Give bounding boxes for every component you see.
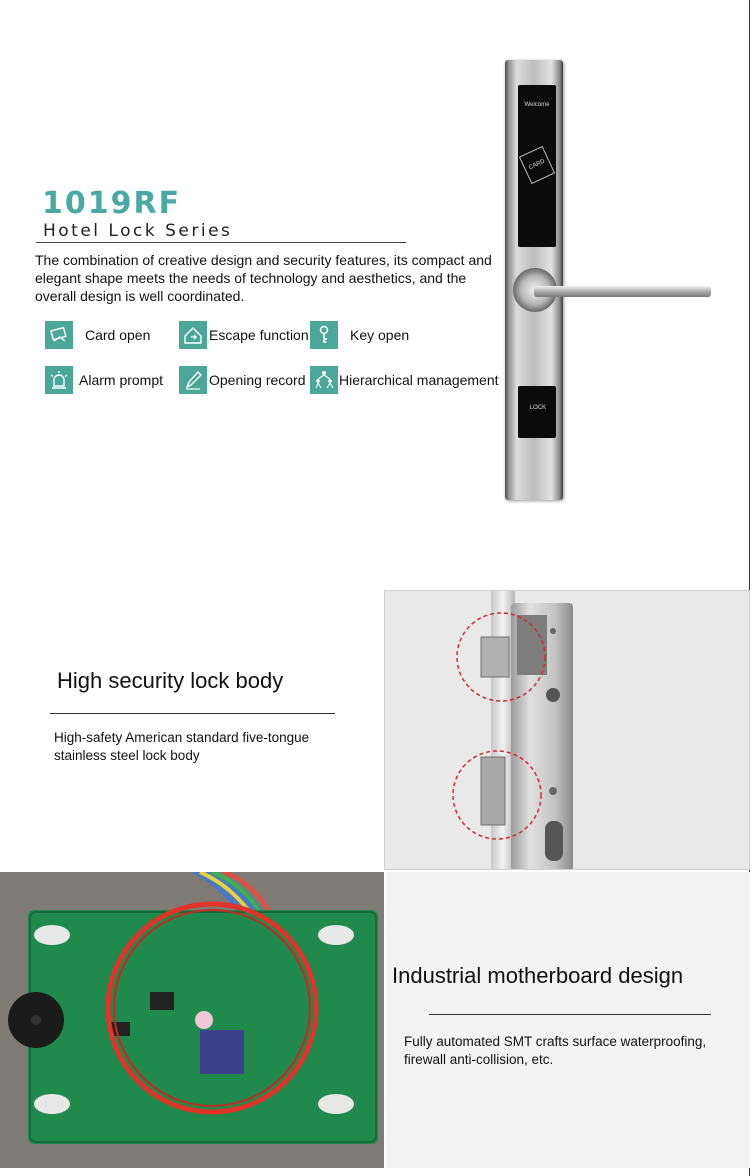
pen-icon	[179, 366, 207, 394]
motherboard-photo	[0, 872, 384, 1168]
motherboard-info-panel	[386, 872, 750, 1168]
series-title: Hotel Lock Series	[43, 221, 233, 241]
lock-lock-label: LOCK	[529, 405, 547, 411]
feature-label: Hierarchical management	[339, 372, 499, 388]
key-icon	[310, 321, 338, 349]
lock-body-description: High-safety American standard five-tongue stainless steel lock body	[54, 730, 310, 763]
lock-button-panel	[518, 386, 556, 438]
feature-key-open	[310, 321, 409, 349]
feature-label: Key open	[350, 327, 410, 343]
lock-lever-handle	[534, 286, 711, 297]
feature-label: Alarm prompt	[79, 372, 164, 388]
title-divider	[36, 242, 406, 243]
lock-body-heading: High security lock body	[57, 668, 284, 693]
feature-alarm-prompt	[45, 366, 163, 394]
card-icon	[45, 321, 73, 349]
feature-opening-record	[179, 366, 306, 394]
lock-welcome-text: Welcome	[524, 102, 550, 108]
hierarchy-icon	[310, 366, 338, 394]
motherboard-heading: Industrial motherboard design	[392, 963, 684, 988]
lock-body-photo	[384, 590, 750, 870]
feature-label: Card open	[85, 327, 151, 343]
motherboard-divider	[429, 1014, 711, 1015]
feature-hierarchical-management	[310, 366, 499, 394]
feature-card-open	[45, 321, 150, 349]
feature-escape-function	[179, 321, 309, 349]
alarm-icon	[45, 366, 73, 394]
model-number: 1019RF	[42, 186, 182, 221]
motherboard-description: Fully automated SMT crafts surface waterproofing, firewall anti-collision, etc.	[404, 1034, 707, 1067]
product-description: The combination of creative design and security features, its compact and elegant shape meets the needs of technology and aesthetics, and the overall design is well coordinated.	[35, 252, 492, 304]
feature-label: Opening record	[209, 372, 306, 388]
feature-label: Escape function	[209, 327, 309, 343]
escape-icon	[179, 321, 207, 349]
lock-card-label: CARD	[519, 146, 555, 184]
lock-body-divider	[50, 713, 335, 714]
